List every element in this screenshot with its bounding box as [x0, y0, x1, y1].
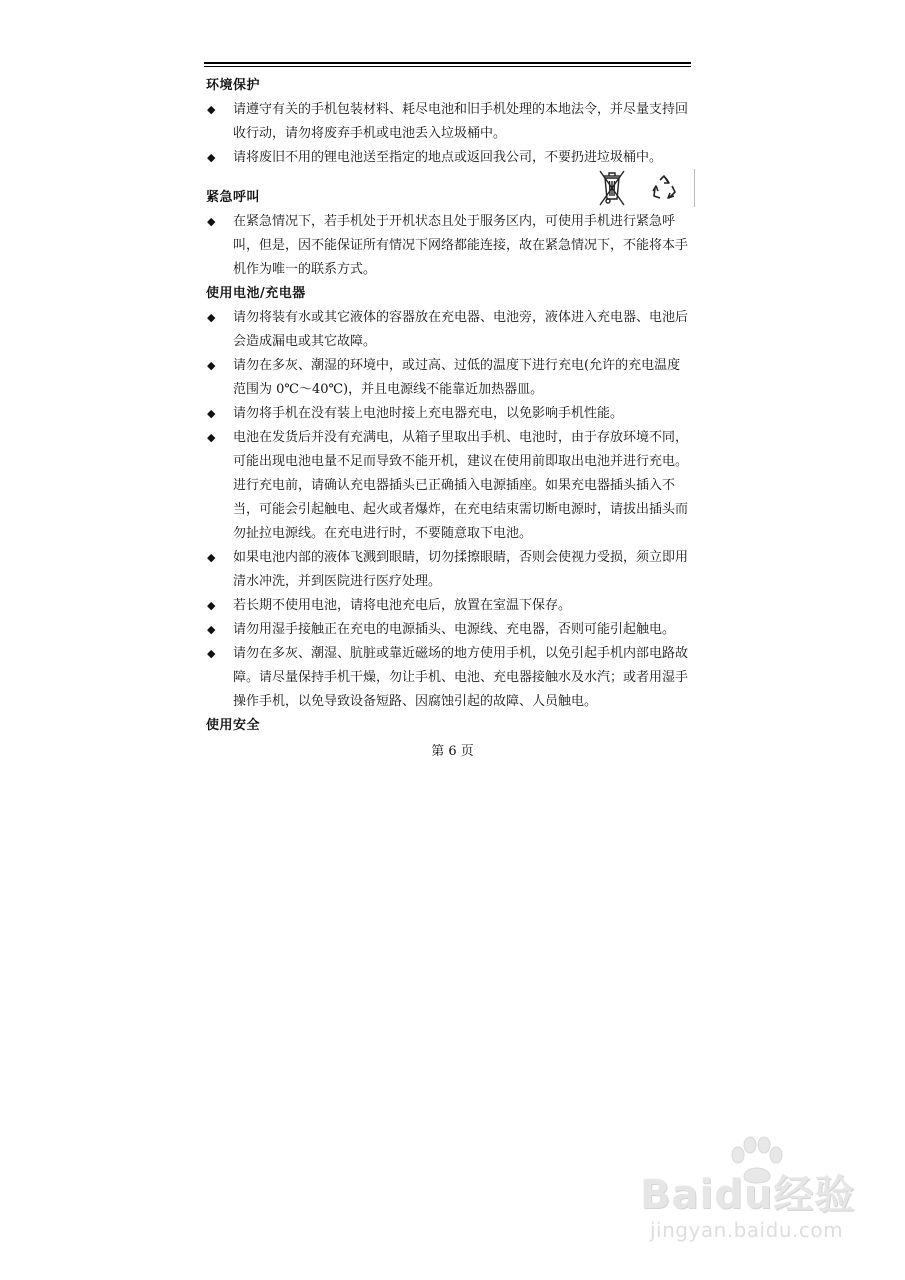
item-text: 请勿在多灰、潮湿的环境中，或过高、过低的温度下进行充电(允许的充电温度范围为 0℃～40℃)，并且电源线不能靠近加热器皿。 — [233, 358, 681, 397]
recycle-icon — [650, 174, 678, 202]
divider — [694, 169, 695, 207]
header-rule-thin — [204, 66, 691, 67]
bullet-icon: ◆ — [207, 431, 216, 444]
watermark-url: jingyan.baidu.com — [650, 1218, 844, 1242]
item-text: 在紧急情况下，若手机处于开机状态且处于服务区内，可使用手机进行紧急呼叫，但是，因不能保证所有情况下网络都能连接，故在紧急情况下，不能将本手机作为唯一的联系方式。 — [233, 214, 689, 277]
item-text: 如果电池内部的液体飞溅到眼睛，切勿揉擦眼睛，否则会使视力受损，须立即用清水冲洗，并到医院进行医疗处理。 — [233, 550, 689, 589]
item-text: 请将废旧不用的锂电池送至指定的地点或返回我公司，不要扔进垃圾桶中。 — [233, 150, 663, 165]
list-item — [206, 618, 692, 642]
disposal-icons — [596, 167, 696, 209]
watermark — [640, 1135, 880, 1265]
bullet-icon: ◆ — [207, 407, 216, 420]
list-item — [206, 426, 692, 546]
item-text: 若长期不使用电池，请将电池充电后，放置在室温下保存。 — [233, 598, 572, 613]
bullet-icon: ◆ — [207, 311, 216, 324]
section-heading-emergency: 紧急呼叫 — [206, 190, 261, 205]
section-heading-battery: 使用电池/充电器 — [206, 286, 306, 301]
section-heading-safety: 使用安全 — [206, 718, 261, 733]
item-text: 请勿将手机在没有装上电池时接上充电器充电，以免影响手机性能。 — [233, 406, 624, 421]
list-item — [206, 354, 692, 402]
page-number: 第 6 页 — [431, 744, 474, 759]
list-item — [206, 642, 692, 714]
crossed-out-wheelie-bin-icon — [598, 167, 626, 207]
bullet-icon: ◆ — [207, 215, 216, 228]
item-text: 请勿将装有水或其它液体的容器放在充电器、电池旁，液体进入充电器、电池后会造成漏电或其它故障。 — [233, 310, 689, 349]
bullet-icon: ◆ — [207, 151, 216, 164]
item-text: 请遵守有关的手机包装材料、耗尽电池和旧手机处理的本地法令，并尽量支持回收行动，请勿将废弃手机或电池丢入垃圾桶中。 — [233, 102, 689, 141]
list-item — [206, 546, 692, 594]
bullet-icon: ◆ — [207, 359, 216, 372]
bullet-icon: ◆ — [207, 103, 216, 116]
watermark-logo: Baidu经验 — [640, 1172, 856, 1218]
list-item — [206, 98, 692, 146]
list-item — [206, 210, 692, 282]
header-rule-thick — [204, 62, 691, 64]
item-text: 电池在发货后并没有充满电，从箱子里取出手机、电池时，由于存放环境不同，可能出现电池电量不足而导致不能开机，建议在使用前即取出电池并进行充电。进行充电前，请确认充电器插头已正确插入电源插座。如果充电器插头插入不当，可能会引起触电、起火或者爆炸，在充电结束需切断电源时，请拔出插头而勿扯拉电源线。在充电进行时，不要随意取下电池。 — [233, 430, 689, 541]
item-text: 请勿在多灰、潮湿、肮脏或靠近磁场的地方使用手机，以免引起手机内部电路故障。请尽量保持手机干燥，勿让手机、电池、充电器接触水及水汽；或者用湿手操作手机，以免导致设备短路、因腐蚀引起的故障、人员触电。 — [233, 646, 689, 709]
bullet-icon: ◆ — [207, 551, 216, 564]
bullet-icon: ◆ — [207, 647, 216, 660]
bullet-icon: ◆ — [207, 623, 216, 636]
section-heading-environment: 环境保护 — [206, 78, 261, 93]
item-text: 请勿用湿手接触正在充电的电源插头、电源线、充电器，否则可能引起触电。 — [233, 622, 676, 637]
list-item — [206, 402, 692, 426]
bullet-icon: ◆ — [207, 599, 216, 612]
list-item — [206, 594, 692, 618]
list-item — [206, 306, 692, 354]
